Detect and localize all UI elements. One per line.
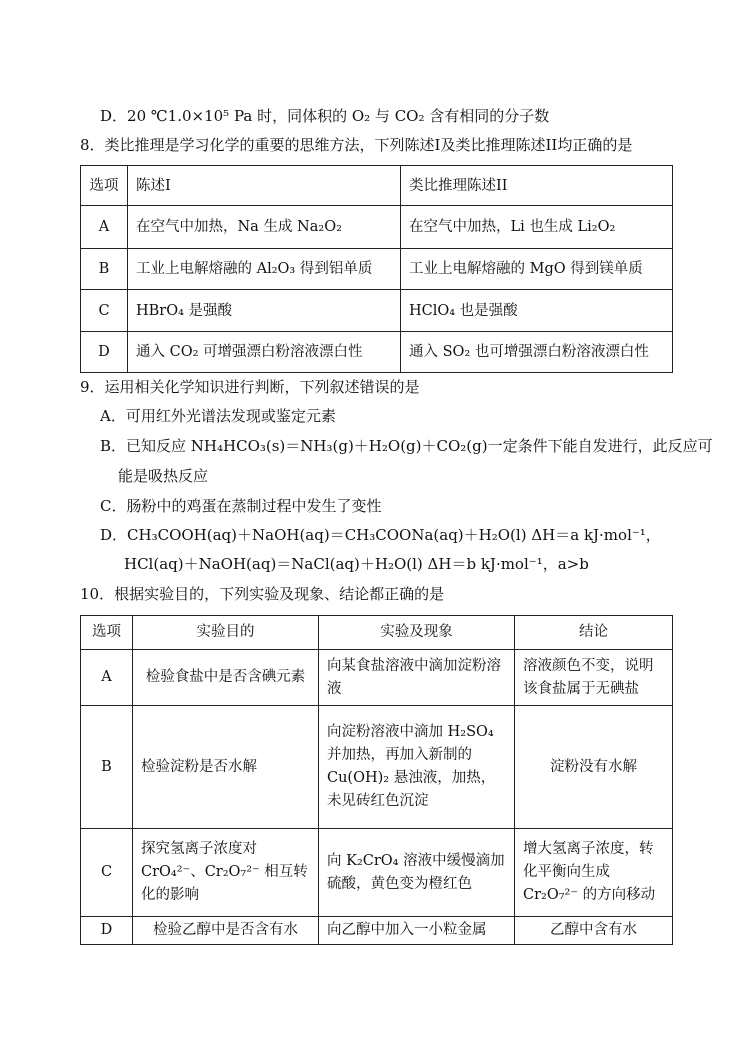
table-row xyxy=(81,206,673,249)
experiment-cell: 向乙醇中加入一小粒金属 xyxy=(319,917,515,945)
q9-option-d-line2: HCl(aq)＋NaOH(aq)＝NaCl(aq)＋H₂O(l) ΔH＝b kJ·mol⁻¹，a>b xyxy=(124,555,589,573)
experiment-cell: 向淀粉溶液中滴加 H₂SO₄ 并加热，再加入新制的 Cu(OH)₂ 悬浊液，加热，未见砖红色沉淀 xyxy=(319,706,515,829)
table-row xyxy=(81,249,673,290)
table-row xyxy=(81,616,673,650)
table-row xyxy=(81,917,673,945)
statement2-cell: HClO₄ 也是强酸 xyxy=(401,290,673,332)
q7-option-d: D．20 ℃1.0×10⁵ Pa 时，同体积的 O₂ 与 CO₂ 含有相同的分子数 xyxy=(100,107,550,125)
q10-table xyxy=(80,615,673,945)
statement1-cell: 通入 CO₂ 可增强漂白粉溶液漂白性 xyxy=(128,332,401,373)
statement2-cell: 通入 SO₂ 也可增强漂白粉溶液漂白性 xyxy=(401,332,673,373)
purpose-cell: 探究氢离子浓度对 CrO₄²⁻、Cr₂O₇²⁻ 相互转化的影响 xyxy=(133,829,319,917)
option-cell: C xyxy=(81,290,128,332)
conclusion-cell: 增大氢离子浓度，转化平衡向生成 Cr₂O₇²⁻ 的方向移动 xyxy=(515,829,673,917)
table-row xyxy=(81,829,673,917)
option-cell: D xyxy=(81,332,128,373)
header-cell: 选项 xyxy=(81,616,133,650)
option-cell: A xyxy=(81,206,128,249)
table-row xyxy=(81,650,673,706)
statement2-cell: 在空气中加热，Li 也生成 Li₂O₂ xyxy=(401,206,673,249)
q9-option-b-line2: 能是吸热反应 xyxy=(118,467,209,485)
option-cell: B xyxy=(81,706,133,829)
table-row xyxy=(81,706,673,829)
conclusion-cell: 乙醇中含有水 xyxy=(515,917,673,945)
statement2-cell: 工业上电解熔融的 MgO 得到镁单质 xyxy=(401,249,673,290)
option-cell: C xyxy=(81,829,133,917)
q8-table xyxy=(80,165,673,373)
header-cell: 陈述I xyxy=(128,166,401,206)
q10-stem: 10．根据实验目的，下列实验及现象、结论都正确的是 xyxy=(80,585,445,603)
q9-stem: 9．运用相关化学知识进行判断，下列叙述错误的是 xyxy=(80,378,420,396)
conclusion-cell: 淀粉没有水解 xyxy=(515,706,673,829)
option-cell: D xyxy=(81,917,133,945)
q8-stem: 8．类比推理是学习化学的重要的思维方法，下列陈述I及类比推理陈述II均正确的是 xyxy=(80,136,633,154)
header-cell: 结论 xyxy=(515,616,673,650)
header-cell: 类比推理陈述II xyxy=(401,166,673,206)
table-row xyxy=(81,166,673,206)
statement1-cell: 工业上电解熔融的 Al₂O₃ 得到铝单质 xyxy=(128,249,401,290)
table-row xyxy=(81,332,673,373)
option-cell: A xyxy=(81,650,133,706)
header-cell: 实验目的 xyxy=(133,616,319,650)
header-cell: 选项 xyxy=(81,166,128,206)
statement1-cell: HBrO₄ 是强酸 xyxy=(128,290,401,332)
experiment-cell: 向某食盐溶液中滴加淀粉溶液 xyxy=(319,650,515,706)
statement1-cell: 在空气中加热，Na 生成 Na₂O₂ xyxy=(128,206,401,249)
purpose-cell: 检验乙醇中是否含有水 xyxy=(133,917,319,945)
q9-option-b-line1: B．已知反应 NH₄HCO₃(s)＝NH₃(g)＋H₂O(g)＋CO₂(g)一定条件下能自发进行，此反应可 xyxy=(100,437,713,455)
purpose-cell: 检验淀粉是否水解 xyxy=(133,706,319,829)
header-cell: 实验及现象 xyxy=(319,616,515,650)
conclusion-cell: 溶液颜色不变，说明该食盐属于无碘盐 xyxy=(515,650,673,706)
table-row xyxy=(81,290,673,332)
q9-option-a: A．可用红外光谱法发现或鉴定元素 xyxy=(100,407,336,425)
purpose-cell: 检验食盐中是否含碘元素 xyxy=(133,650,319,706)
option-cell: B xyxy=(81,249,128,290)
experiment-cell: 向 K₂CrO₄ 溶液中缓慢滴加硫酸，黄色变为橙红色 xyxy=(319,829,515,917)
q9-option-c: C．肠粉中的鸡蛋在蒸制过程中发生了变性 xyxy=(100,497,382,515)
q9-option-d-line1: D．CH₃COOH(aq)＋NaOH(aq)＝CH₃COONa(aq)＋H₂O(l) ΔH＝a kJ·mol⁻¹， xyxy=(100,526,661,544)
